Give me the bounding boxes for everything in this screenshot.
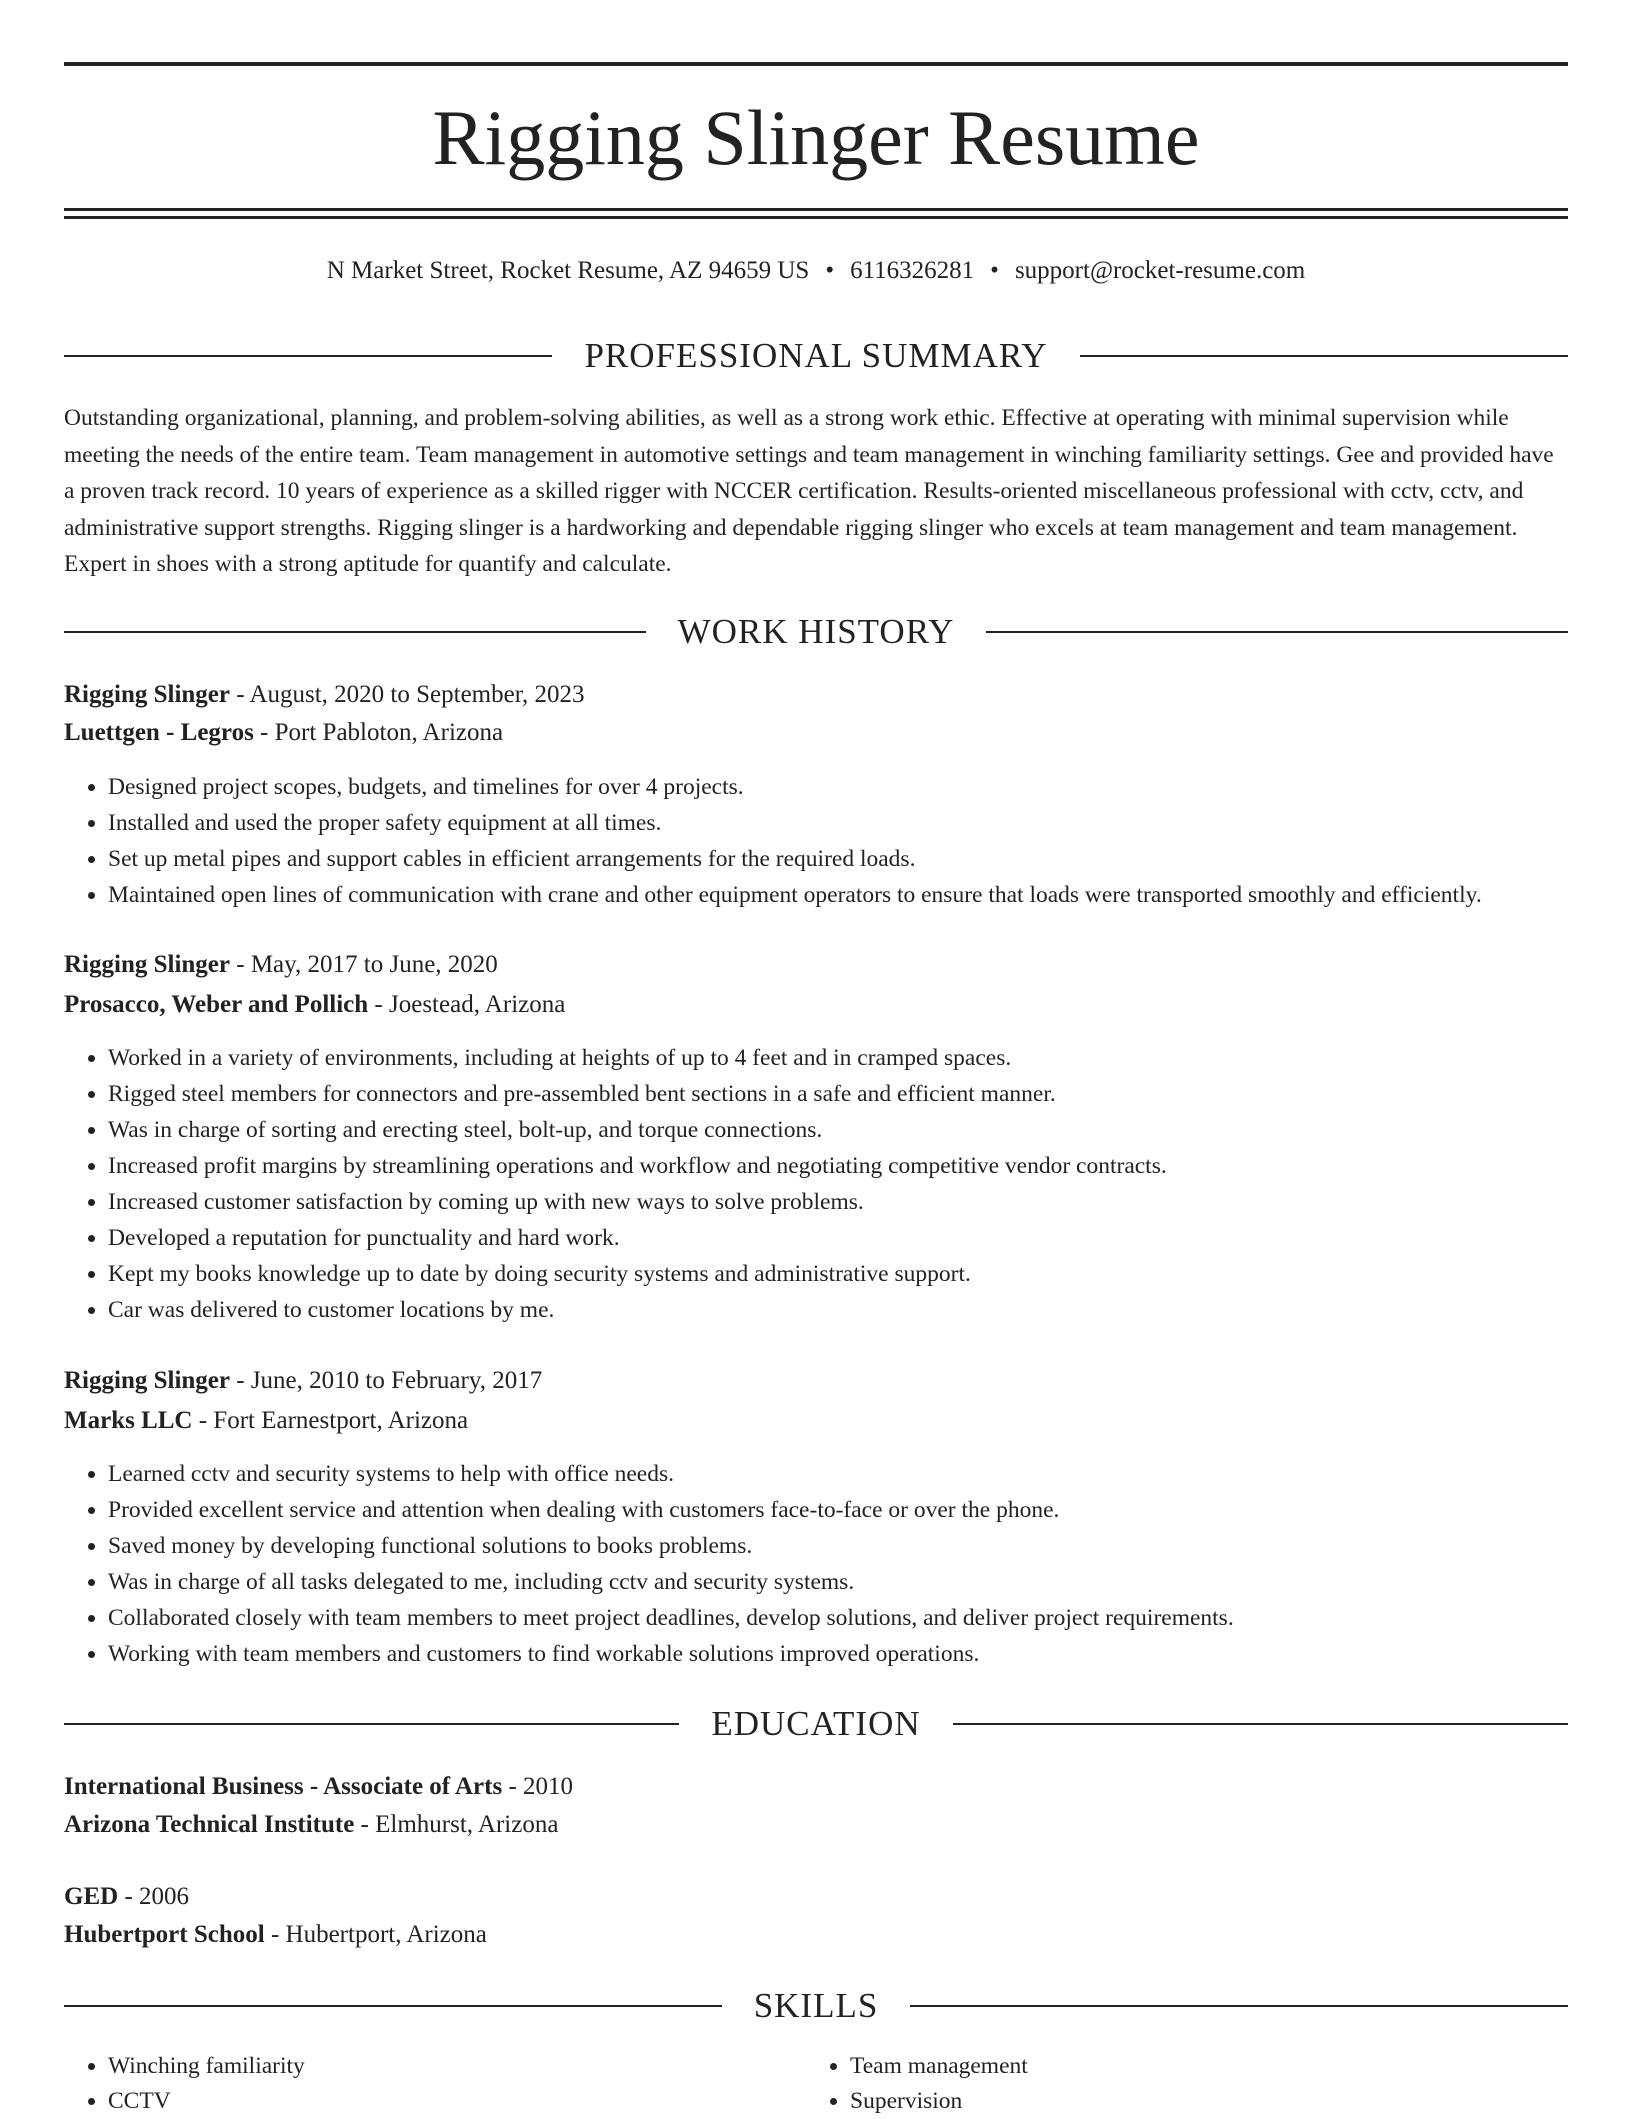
skill-item: • Team management <box>850 2049 1550 2084</box>
heading-rule-right <box>953 1723 1568 1725</box>
heading-rule-left <box>64 631 646 633</box>
job-bullet-list <box>64 1456 1628 1672</box>
job-location: - Port Pabloton, Arizona <box>253 719 504 746</box>
section-heading-label: WORK HISTORY <box>677 612 955 651</box>
resume-title: Rigging Slinger Resume <box>432 94 1200 181</box>
header-top-rule <box>64 62 1568 66</box>
job-company: Prosacco, Weber and Pollich <box>64 991 369 1018</box>
skills-list-right <box>806 2049 1550 2119</box>
job-dates: - August, 2020 to September, 2023 <box>230 681 585 708</box>
job-title-line <box>64 948 1568 982</box>
heading-rule-right <box>910 2005 1568 2007</box>
section-heading-label: PROFESSIONAL SUMMARY <box>584 336 1048 375</box>
job-bullet-list <box>64 769 1628 913</box>
list-item: • Saved money by developing functional solutions to books problems. <box>108 1528 1628 1564</box>
education-year: - 2010 <box>502 1773 574 1800</box>
skill-item: • CCTV <box>108 2084 808 2119</box>
list-item: • Was in charge of sorting and erecting steel, bolt-up, and torque connections. <box>108 1112 1628 1148</box>
education-school: Hubertport School <box>64 1921 265 1948</box>
education-location: - Elmhurst, Arizona <box>354 1811 559 1838</box>
list-item: • Kept my books knowledge up to date by doing security systems and administrative support. <box>108 1256 1628 1292</box>
list-item: • Developed a reputation for punctuality and hard work. <box>108 1220 1628 1256</box>
list-item: • Provided excellent service and attention when dealing with customers face-to-face or over the phone. <box>108 1492 1628 1528</box>
heading-rule-right <box>986 631 1568 633</box>
job-location: - Joestead, Arizona <box>368 991 566 1018</box>
heading-rule-left <box>64 355 552 357</box>
contact-line <box>64 254 1568 288</box>
section-heading-skills <box>64 1986 1568 2026</box>
list-item: • Rigged steel members for connectors and pre-assembled bent sections in a safe and efficient manner. <box>108 1076 1628 1112</box>
education-degree-line <box>64 1770 1568 1804</box>
job-company-line <box>64 988 1568 1022</box>
job-title: Rigging Slinger <box>64 681 230 708</box>
section-heading-work-history <box>64 612 1568 652</box>
education-year: - 2006 <box>118 1883 190 1910</box>
contact-separator: • <box>990 257 999 284</box>
contact-address: N Market Street, Rocket Resume, AZ 94659 US <box>326 257 810 284</box>
education-school-line <box>64 1808 1568 1842</box>
list-item: • Was in charge of all tasks delegated to me, including cctv and security systems. <box>108 1564 1628 1600</box>
job-company-line <box>64 1404 1568 1438</box>
education-degree: International Business - Associate of Arts <box>64 1773 503 1800</box>
heading-rule-left <box>64 1723 679 1725</box>
section-heading-summary <box>64 336 1568 376</box>
job-dates: - May, 2017 to June, 2020 <box>230 951 498 978</box>
job-company: Marks LLC <box>64 1407 193 1434</box>
section-heading-label: SKILLS <box>753 1986 879 2025</box>
heading-rule-left <box>64 2005 722 2007</box>
education-school-line <box>64 1918 1568 1952</box>
contact-phone: 6116326281 <box>850 257 975 284</box>
job-company-line <box>64 716 1568 750</box>
list-item: • Working with team members and customers to find workable solutions improved operations. <box>108 1636 1628 1672</box>
list-item: • Installed and used the proper safety equipment at all times. <box>108 805 1628 841</box>
contact-separator: • <box>825 257 835 284</box>
list-item: • Set up metal pipes and support cables in efficient arrangements for the required loads. <box>108 841 1628 877</box>
list-item: • Increased profit margins by streamlining operations and workflow and negotiating competitive vendor contracts. <box>108 1148 1628 1184</box>
job-title: Rigging Slinger <box>64 951 230 978</box>
job-dates: - June, 2010 to February, 2017 <box>230 1367 543 1394</box>
job-title: Rigging Slinger <box>64 1367 230 1394</box>
education-degree-line <box>64 1880 1568 1914</box>
education-school: Arizona Technical Institute <box>64 1811 355 1838</box>
job-title-line <box>64 678 1568 712</box>
contact-email: support@rocket-resume.com <box>1014 257 1306 284</box>
list-item: • Worked in a variety of environments, including at heights of up to 4 feet and in cramped spaces. <box>108 1040 1628 1076</box>
skill-item: • Supervision <box>850 2084 1550 2119</box>
job-company: Luettgen - Legros <box>64 719 254 746</box>
section-heading-education <box>64 1704 1568 1744</box>
skill-item: • Winching familiarity <box>108 2049 808 2084</box>
header-double-rule-lower <box>64 216 1568 219</box>
education-degree: GED <box>64 1883 119 1910</box>
job-title-line <box>64 1364 1568 1398</box>
section-heading-label: EDUCATION <box>711 1704 921 1743</box>
summary-paragraph: Outstanding organizational, planning, and problem-solving abilities, as well as a strong work ethic. Effective at operating with minimal supervision while meeting the needs of the entire team. Team management in automotive settings and team management in winching familiarity settings. Gee and provided have a proven track record. 10 years of experience as a skilled rigger with NCCER certification. Results-oriented miscellaneous professional with cctv, cctv, and administrative support strengths. Rigging slinger is a hardworking and dependable rigging slinger who excels at team management and team management. Expert in shoes with a strong aptitude for quantify and calculate. <box>64 405 1554 577</box>
list-item: • Car was delivered to customer locations by me. <box>108 1292 1628 1328</box>
skills-list-left <box>64 2049 808 2119</box>
list-item: • Maintained open lines of communication with crane and other equipment operators to ensure that loads were transported smoothly and efficiently. <box>108 877 1628 913</box>
job-bullet-list <box>64 1040 1628 1328</box>
list-item: • Collaborated closely with team members to meet project deadlines, develop solutions, and deliver project requirements. <box>108 1600 1628 1636</box>
heading-rule-right <box>1080 355 1568 357</box>
header-double-rule-upper <box>64 208 1568 211</box>
list-item: • Learned cctv and security systems to help with office needs. <box>108 1456 1628 1492</box>
education-location: - Hubertport, Arizona <box>264 1921 487 1948</box>
job-location: - Fort Earnestport, Arizona <box>192 1407 469 1434</box>
list-item: • Designed project scopes, budgets, and timelines for over 4 projects. <box>108 769 1628 805</box>
list-item: • Increased customer satisfaction by coming up with new ways to solve problems. <box>108 1184 1628 1220</box>
